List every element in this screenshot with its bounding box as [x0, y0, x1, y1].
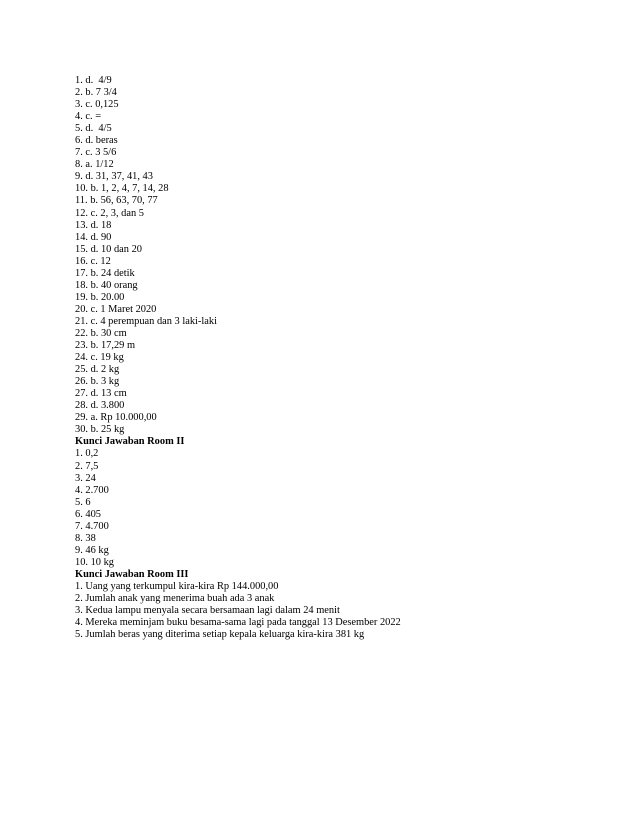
room3-answer-list: [75, 581, 615, 641]
room1-answer-27: 27. d. 13 cm: [75, 388, 127, 400]
room3-heading: Kunci Jawaban Room III: [75, 568, 189, 580]
room1-answer-19: 19. b. 20.00: [75, 291, 125, 303]
room2-answer-5: 5. 6: [75, 496, 91, 508]
room1-answer-5: 5. d. 4/5: [75, 123, 112, 135]
room1-answer-29: 29. a. Rp 10.000,00: [75, 412, 157, 424]
room1-answer-18: 18. b. 40 orang: [75, 279, 138, 291]
room2-answer-2: 2. 7,5: [75, 460, 99, 472]
room1-answer-12: 12. c. 2, 3, dan 5: [75, 207, 144, 219]
room1-answer-11: 11. b. 56, 63, 70, 77: [75, 195, 158, 207]
room1-answer-26: 26. b. 3 kg: [75, 376, 120, 388]
room1-answer-17: 17. b. 24 detik: [75, 267, 135, 279]
room1-answer-28: 28. d. 3.800: [75, 400, 125, 412]
room1-answer-list: [75, 75, 615, 436]
room2-answer-4: 4. 2.700: [75, 484, 109, 496]
room2-answer-3: 3. 24: [75, 472, 96, 484]
room1-answer-22: 22. b. 30 cm: [75, 327, 127, 339]
room3-answer-2: 2. Jumlah anak yang menerima buah ada 3 anak: [75, 593, 275, 605]
room1-answer-20: 20. c. 1 Maret 2020: [75, 303, 157, 315]
room1-answer-3: 3. c. 0,125: [75, 99, 119, 111]
room2-answer-7: 7. 4.700: [75, 520, 109, 532]
room1-answer-16: 16. c. 12: [75, 255, 111, 267]
room1-answer-15: 15. d. 10 dan 20: [75, 243, 142, 255]
room3-answer-4: 4. Mereka meminjam buku besama-sama lagi pada tanggal 13 Desember 2022: [75, 617, 401, 629]
room2-answer-list: [75, 448, 615, 568]
answer-key-document: [75, 75, 615, 641]
room1-answer-21: 21. c. 4 perempuan dan 3 laki-laki: [75, 315, 217, 327]
room2-answer-8: 8. 38: [75, 532, 96, 544]
room2-answer-6: 6. 405: [75, 508, 101, 520]
room2-answer-9: 9. 46 kg: [75, 544, 109, 556]
room1-answer-14: 14. d. 90: [75, 231, 112, 243]
room2-answer-10: 10. 10 kg: [75, 556, 114, 568]
room1-answer-13: 13. d. 18: [75, 219, 112, 231]
room3-answer-1: 1. Uang yang terkumpul kira-kira Rp 144.000,00: [75, 580, 279, 592]
room1-answer-6: 6. d. beras: [75, 135, 118, 147]
room1-answer-23: 23. b. 17,29 m: [75, 340, 136, 352]
room2-heading: Kunci Jawaban Room II: [75, 436, 185, 448]
room3-answer-3: 3. Kedua lampu menyala secara bersamaan lagi dalam 24 menit: [75, 605, 340, 617]
room1-answer-9: 9. d. 31, 37, 41, 43: [75, 171, 153, 183]
room1-answer-30: 30. b. 25 kg: [75, 424, 125, 436]
room1-answer-25: 25. d. 2 kg: [75, 364, 120, 376]
room1-answer-4: 4. c. =: [75, 111, 102, 123]
room1-answer-24: 24. c. 19 kg: [75, 352, 124, 364]
room1-answer-1: 1. d. 4/9: [75, 75, 112, 86]
room1-answer-10: 10. b. 1, 2, 4, 7, 14, 28: [75, 183, 169, 195]
room1-answer-7: 7. c. 3 5/6: [75, 147, 117, 159]
room1-answer-8: 8. a. 1/12: [75, 159, 114, 171]
room1-answer-2: 2. b. 7 3/4: [75, 87, 117, 99]
room2-answer-1: 1. 0,2: [75, 448, 99, 460]
room3-answer-5: 5. Jumlah beras yang diterima setiap kepala keluarga kira-kira 381 kg: [75, 629, 365, 641]
